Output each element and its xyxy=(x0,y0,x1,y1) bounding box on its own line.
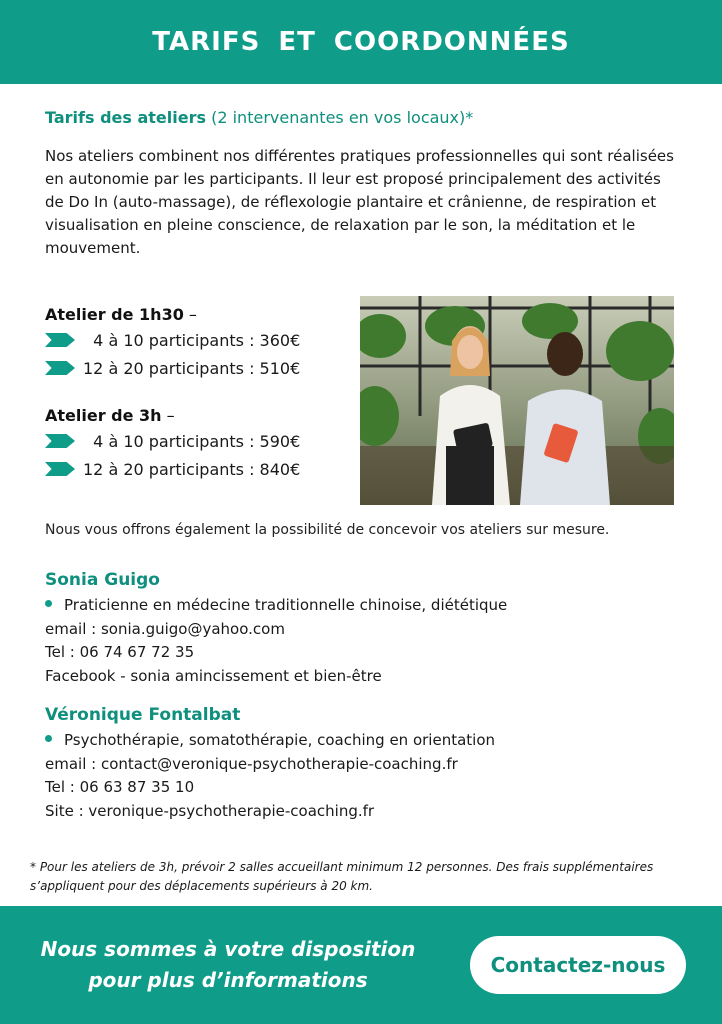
atelier-title: Atelier de 1h30 – xyxy=(45,305,197,324)
atelier-block xyxy=(45,305,345,380)
pricing-list xyxy=(45,305,345,481)
contact-sonia xyxy=(45,570,685,688)
tarifs-title-rest: (2 intervenantes en vos locaux)* xyxy=(206,108,474,127)
atelier-block xyxy=(45,406,345,481)
page-footer xyxy=(0,906,722,1024)
contact-us-button[interactable]: Contactez-nous xyxy=(470,936,686,994)
contact-tel[interactable]: Tel : 06 74 67 72 35 xyxy=(45,643,195,661)
workshop-photo xyxy=(360,296,674,505)
arrow-icon xyxy=(45,333,75,347)
contact-veronique xyxy=(45,705,685,823)
photo-illustration xyxy=(360,296,674,505)
contact-name: Véronique Fontalbat xyxy=(45,705,241,725)
contact-specialty: Praticienne en médecine traditionnelle chinoise, diététique xyxy=(45,594,685,618)
page-title: TARIFS ET COORDONNÉES xyxy=(152,27,570,57)
contact-tel[interactable]: Tel : 06 63 87 35 10 xyxy=(45,778,195,796)
bullet-icon xyxy=(45,735,52,742)
page-header xyxy=(0,0,722,84)
arrow-icon xyxy=(45,434,75,448)
contact-facebook[interactable]: Facebook - sonia amincissement et bien-être xyxy=(45,666,382,685)
tarifs-intro: Nos ateliers combinent nos différentes pratiques professionnelles qui sont réalisées en autonomie par les participants. Il leur est proposé principalement des activités de Do In (auto-massage), de réflexologie plantaire et crânienne, de respiration et visualisation en pleine conscience, de relaxation par le son, la méditation et le mouvement. xyxy=(45,147,674,257)
price-row: 4 à 10 participants : 590€ xyxy=(45,429,345,453)
footnote: * Pour les ateliers de 3h, prévoir 2 salles accueillant minimum 12 personnes. Des frais supplémentaires s’appliquent pour des déplacements supérieurs à 20 km. xyxy=(30,860,654,893)
footer-tagline: Nous sommes à votre disposition pour plus d’informations xyxy=(40,937,416,992)
tarifs-title xyxy=(45,108,685,127)
tarifs-title-bold: Tarifs des ateliers xyxy=(45,108,207,127)
contact-specialty: Psychothérapie, somatothérapie, coaching en orientation xyxy=(45,729,685,753)
arrow-icon xyxy=(45,462,75,476)
price-row: 12 à 20 participants : 510€ xyxy=(45,356,345,380)
custom-offer-note: Nous vous offrons également la possibilité de concevoir vos ateliers sur mesure. xyxy=(45,522,610,538)
arrow-icon xyxy=(45,361,75,375)
price-row: 4 à 10 participants : 360€ xyxy=(45,328,345,352)
contact-email[interactable]: email : contact@veronique-psychotherapie-coaching.fr xyxy=(45,754,458,773)
tarifs-section xyxy=(45,108,685,260)
contact-name: Sonia Guigo xyxy=(45,570,160,590)
contact-email[interactable]: email : sonia.guigo@yahoo.com xyxy=(45,619,285,638)
price-row: 12 à 20 participants : 840€ xyxy=(45,457,345,481)
bullet-icon xyxy=(45,600,52,607)
atelier-title: Atelier de 3h – xyxy=(45,406,175,425)
contact-website[interactable]: Site : veronique-psychotherapie-coaching.fr xyxy=(45,801,375,820)
